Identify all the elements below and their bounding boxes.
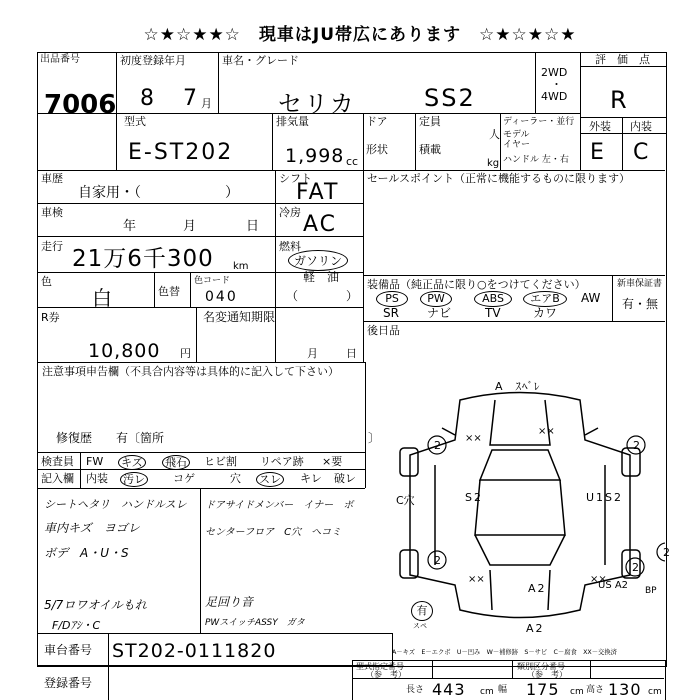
capacity-label: 定員: [419, 115, 441, 128]
equipment-label: 装備品（純正品に限り○をつけてください）: [367, 278, 586, 291]
diagram-left-mark: C穴: [396, 494, 415, 507]
model-no-ref: （参 考）: [366, 670, 406, 679]
equip-ps: PS: [376, 291, 408, 307]
class-no-label: 類別区分番号: [517, 662, 565, 671]
legend-rub: スレ: [256, 472, 284, 487]
history-label: 車歴: [41, 172, 63, 185]
color-code-value: 040: [205, 289, 238, 305]
diagram-legend: A－キズ E－エクボ U－凹み W－補修跡 S－サビ C－腐食 XX－交換済: [392, 649, 617, 656]
note-right-2: センターフロア C穴 ヘコミ: [205, 527, 342, 538]
legend-chip: 飛石: [162, 455, 190, 470]
registration-label: 登録番号: [44, 676, 93, 690]
color-value: 白: [92, 286, 114, 310]
model-year-label: モデル: [503, 130, 530, 140]
car-name-label: 車名・グレード: [222, 54, 299, 67]
note-left-3: ボデ A・U・S: [44, 546, 129, 560]
fuel-other: （ ）: [286, 289, 359, 303]
lot-number: 7006: [44, 90, 117, 120]
displacement-value: 1,998: [285, 145, 345, 167]
inspection-day-unit: 日: [246, 219, 260, 234]
diagram-top-mark: A ｽﾍﾞﾚ: [495, 380, 541, 393]
car-name-value: セリカ: [278, 90, 356, 118]
inspection-label: 車検: [41, 206, 63, 219]
diagram-sub-note: スペ: [413, 622, 427, 630]
equip-abs: ABS: [474, 291, 512, 307]
inspection-year-unit: 年: [123, 219, 137, 234]
note-left-5: F/Dｱｼ・C: [52, 619, 101, 632]
diagram-xx-4: ××: [590, 574, 607, 585]
note-right-1: ドアサイドメンバー イナー ボ: [205, 500, 354, 511]
equip-pw: PW: [420, 291, 452, 307]
legend-dirt: 汚レ: [120, 472, 148, 487]
mileage-value: 21万6千300: [72, 246, 214, 272]
length-value: 443: [432, 680, 466, 699]
legend-interior: 内装: [86, 472, 108, 485]
rear-seat-label: 後日品: [367, 324, 400, 337]
rating-int: C: [633, 140, 651, 165]
legend-burn: コゲ: [173, 472, 195, 485]
year-label: イヤー: [503, 140, 531, 150]
lot-label: 出品番号: [40, 54, 80, 65]
diagram-xx-2: ××: [538, 426, 555, 437]
equip-leather: カワ: [533, 306, 558, 320]
car-grade-value: SS2: [424, 84, 476, 112]
recycle-unit: 円: [180, 347, 191, 360]
width-unit: cm: [570, 687, 584, 697]
first-reg-year: 8: [140, 86, 156, 111]
displacement-unit: cc: [346, 155, 359, 168]
diagram-wheel-rr: 2: [632, 561, 639, 574]
equip-airbag: エアB: [523, 291, 567, 307]
width-label: 幅: [498, 685, 508, 695]
class-no-ref: （参 考）: [527, 670, 567, 679]
diagram-wheel-fr: 2: [633, 439, 640, 452]
notes-label: 注意事項申告欄（不具合内容等は具体的に記入して下さい）: [42, 365, 339, 378]
equip-navi: ナビ: [427, 306, 452, 320]
rating-ext: E: [590, 140, 606, 165]
model-value: E-ST202: [128, 140, 234, 165]
legend-x: ×要: [322, 455, 343, 468]
doors-label: ドア: [366, 115, 388, 128]
rating-ext-label: 外装: [589, 120, 611, 133]
model-label: 型式: [124, 115, 146, 128]
drive-dot: ・: [551, 78, 562, 91]
diagram-rear-center: A2: [528, 582, 547, 595]
color-change-label: 色替: [158, 285, 180, 298]
height-unit: cm: [648, 687, 662, 697]
diagram-bottom-mark: A2: [526, 622, 545, 635]
legend-hole: 穴: [230, 472, 241, 485]
fuel-diesel: 軽 油: [303, 270, 340, 284]
inspection-month-unit: 月: [183, 219, 197, 234]
load-unit: kg: [487, 158, 500, 169]
name-change-day: 日: [346, 347, 357, 360]
rating-value: R: [610, 86, 629, 114]
legend-cut: キレ: [300, 472, 322, 485]
aircon-value: AC: [303, 212, 338, 237]
equip-tv: TV: [485, 306, 501, 320]
recycle-label: R券: [41, 311, 60, 324]
first-reg-month-unit: 月: [201, 97, 212, 110]
drive-2wd: 2WD: [541, 66, 568, 79]
inspector-label: 検査員: [41, 455, 74, 468]
displacement-label: 排気量: [276, 115, 309, 128]
note-left-1: シートヘタリ ハンドルスレ: [44, 498, 187, 511]
equip-sr: SR: [383, 306, 399, 320]
aircon-label: 冷房: [279, 206, 301, 219]
chassis-value: ST202-0111820: [112, 640, 277, 662]
model-no-label: 型式指定番号: [356, 662, 404, 671]
fuel-gasoline: ガソリン: [288, 250, 348, 271]
chassis-label: 車台番号: [44, 643, 93, 657]
fuel-label: 燃料: [279, 240, 301, 253]
shift-label: シフト: [279, 172, 312, 185]
diagram-right-panel: U1S2: [586, 491, 624, 504]
diagram-wheel-rl: 2: [434, 554, 441, 567]
diagram-bp: BP: [645, 586, 657, 596]
sales-point-label: セールスポイント（正常に機能するものに限ります）: [367, 172, 631, 185]
length-label: 長さ: [406, 685, 425, 695]
diagram-wheel-fl: 2: [434, 439, 441, 452]
handle-label: ハンドル 左・右: [503, 155, 569, 165]
first-reg-month: 7: [183, 86, 199, 111]
diagram-wheel-extra: 2: [663, 546, 670, 559]
color-code-label: 色コード: [194, 276, 231, 286]
legend-scratch: キズ: [118, 455, 146, 470]
legend-crack: ヒビ割: [204, 455, 237, 468]
rating-int-label: 内装: [630, 120, 652, 133]
diagram-xx-1: ××: [465, 433, 482, 444]
rating-label: 評 価 点: [595, 53, 650, 66]
mileage-label: 走行: [41, 240, 63, 253]
first-reg-label: 初度登録年月: [120, 54, 186, 67]
note-left-2: 車内キズ ヨゴレ: [44, 521, 140, 535]
width-value: 175: [526, 680, 560, 699]
warranty-label: 新車保証書: [617, 279, 663, 289]
equip-aw: AW: [581, 291, 601, 305]
note-right-4: PWスイッチASSY ガタ: [205, 618, 305, 628]
load-label: 積載: [419, 143, 441, 156]
header-banner: ☆★☆★★☆ 現車はJU帯広にあります ☆★☆★☆★: [143, 25, 577, 45]
recorder-label: 記入欄: [41, 472, 74, 485]
capacity-unit: 人: [489, 128, 500, 141]
history-value: 自家用・（ ）: [78, 185, 239, 201]
shift-value: FAT: [296, 180, 340, 205]
legend-fw: FW: [86, 455, 104, 468]
diagram-xx-3: ××: [468, 574, 485, 585]
legend-tear: 破レ: [334, 472, 356, 485]
mileage-unit: km: [233, 261, 249, 272]
shape-label: 形状: [366, 143, 388, 156]
legend-repair: リペア跡: [260, 455, 304, 468]
height-value: 130: [608, 680, 642, 699]
recycle-value: 10,800: [88, 340, 161, 362]
dealer-label: ディーラー・並行: [503, 117, 575, 127]
height-label: 高さ: [586, 685, 605, 695]
diagram-right-lower: US A2: [598, 580, 629, 591]
diagram-circled-note: 有: [411, 601, 433, 621]
diagram-left-panel: S2: [465, 491, 483, 504]
repair-history: 修復歴 有〔箇所 〕: [56, 431, 381, 445]
name-change-label: 名変通知期限: [203, 310, 276, 324]
drive-4wd: 4WD: [541, 90, 568, 103]
name-change-month: 月: [307, 347, 318, 360]
length-unit: cm: [480, 687, 494, 697]
note-right-3: 足回り音: [205, 595, 254, 609]
note-left-4: 5/7ロワオイルもれ: [44, 598, 147, 612]
warranty-value: 有・無: [622, 297, 659, 311]
color-label: 色: [41, 275, 52, 288]
